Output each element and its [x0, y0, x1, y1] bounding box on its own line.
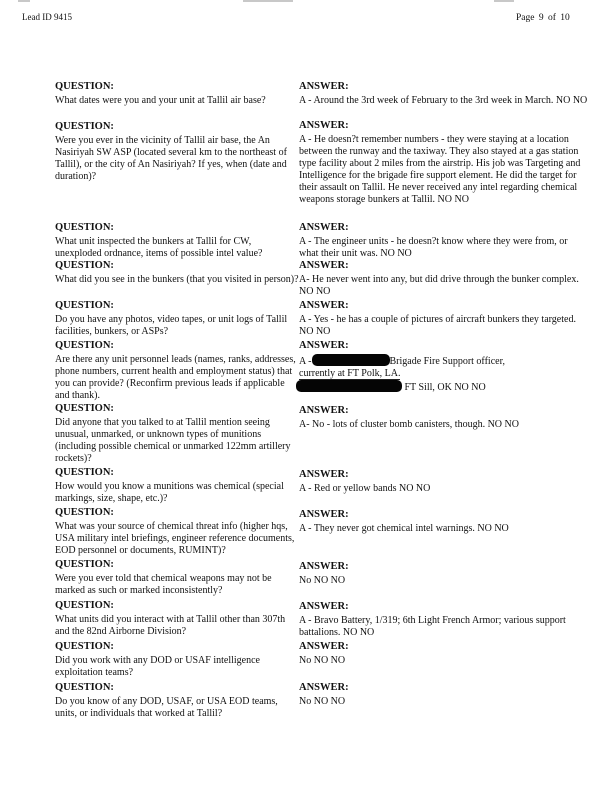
answer-block: [299, 560, 589, 587]
question-label: QUESTION:: [55, 222, 114, 233]
question-block: [55, 339, 300, 402]
question-text: Were you ever told that chemical weapons may not be marked as such or marked inconsistently?: [55, 573, 272, 596]
question-text: What units did you interact with at Tallil other than 307th and the 82nd Airborne Division?: [55, 614, 286, 637]
question-block: [55, 120, 300, 183]
question-block: [55, 259, 300, 286]
answer-text: A - The engineer units - he doesn?t know where they were from, or what their unit was. NO NO: [299, 236, 568, 259]
answer-label: ANSWER:: [299, 682, 349, 693]
question-block: [55, 221, 300, 260]
question-block: [55, 80, 300, 107]
answer-label: ANSWER:: [299, 641, 349, 652]
question-label: QUESTION:: [55, 682, 114, 693]
answer-label: ANSWER:: [299, 561, 349, 572]
answer-block: [299, 640, 589, 667]
answer-text: No NO NO: [299, 696, 346, 707]
answer-label: ANSWER:: [299, 260, 349, 271]
question-block: [55, 506, 300, 557]
question-text: Did anyone that you talked to at Tallil mention seeing unusual, unmarked, or unknown types of munitions (including possible chemical or unmarked 122mm artillery rockets)?: [55, 417, 291, 464]
question-text: Do you know of any DOD, USAF, or USA EOD teams, units, or individuals that worked at Tallil?: [55, 696, 278, 719]
answer-label: ANSWER:: [299, 469, 349, 480]
answer-block: [299, 600, 589, 639]
answer-text-line: [299, 380, 589, 394]
question-block: [55, 558, 300, 597]
question-label: QUESTION:: [55, 121, 114, 132]
question-label: QUESTION:: [55, 467, 114, 478]
question-text: What dates were you and your unit at Tallil air base?: [55, 95, 266, 106]
question-label: QUESTION:: [55, 507, 114, 518]
question-block: [55, 640, 300, 679]
scan-artifact: [18, 0, 30, 2]
question-label: QUESTION:: [55, 559, 114, 570]
answer-block: [299, 508, 589, 535]
answer-label: ANSWER:: [299, 601, 349, 612]
answer-text: A - Bravo Battery, 1/319; 6th Light French Armor; various support battalions. NO NO: [299, 615, 566, 638]
redaction-block: [312, 354, 390, 366]
scan-artifact: [243, 0, 293, 2]
page-number: Page 9 of 10: [516, 13, 570, 23]
answer-block: [299, 221, 589, 260]
question-label: QUESTION:: [55, 340, 114, 351]
answer-text-line: [299, 368, 589, 380]
answer-block: [299, 404, 589, 431]
question-block: [55, 599, 300, 638]
answer-text: Brigade Fire Support officer,: [389, 356, 505, 367]
answer-block: [299, 119, 589, 206]
question-text: How would you know a munitions was chemical (special markings, size, shape, etc.)?: [55, 481, 284, 504]
answer-block: [299, 299, 589, 338]
answer-text: No NO NO: [299, 575, 346, 586]
answer-text-line: [299, 354, 589, 368]
answer-text: currently at FT Polk, LA.: [299, 368, 401, 379]
redaction-block: [296, 380, 402, 392]
answer-label: ANSWER:: [299, 300, 349, 311]
lead-id: Lead ID 9415: [22, 12, 72, 22]
question-block: [55, 402, 300, 465]
answer-label: ANSWER:: [299, 405, 349, 416]
answer-label: ANSWER:: [299, 81, 349, 92]
answer-text: A - Around the 3rd week of February to the 3rd week in March. NO NO: [299, 95, 588, 106]
answer-text: A - They never got chemical intel warnings. NO NO: [299, 523, 509, 534]
answer-prefix: A -: [299, 356, 312, 367]
question-block: [55, 466, 300, 505]
answer-text: A- He never went into any, but did drive through the bunker complex. NO NO: [299, 274, 579, 297]
answer-label: ANSWER:: [299, 120, 349, 131]
question-block: [55, 681, 300, 720]
answer-block: [299, 259, 589, 298]
answer-label: ANSWER:: [299, 222, 349, 233]
question-text: What unit inspected the bunkers at Tallil for CW, unexploded ordnance, items of possible intel value?: [55, 236, 263, 259]
question-text: What was your source of chemical threat info (higher hqs, USA military intel briefings, engineer reference documents, EOD personnel or documents, RUMINT)?: [55, 521, 295, 556]
question-text: Were you ever in the vicinity of Tallil air base, the An Nasiriyah SW ASP (located several km to the northeast of Tallil), or the city of An Nasiriyah? If yes, when (date and duration)?: [55, 135, 287, 182]
answer-block: [299, 468, 589, 495]
question-text: What did you see in the bunkers (that you visited in person)?: [55, 274, 299, 285]
answer-label: ANSWER:: [299, 509, 349, 520]
answer-text: A - Red or yellow bands NO NO: [299, 483, 431, 494]
answer-block: [299, 681, 589, 708]
answer-label: ANSWER:: [299, 340, 349, 351]
answer-text: No NO NO: [299, 655, 346, 666]
question-text: Are there any unit personnel leads (names, ranks, addresses, phone numbers, current health and employment status) that you can provide? (Reconfirm previous leads if applicable and thank).: [55, 354, 296, 401]
answer-block: [299, 339, 589, 394]
question-label: QUESTION:: [55, 260, 114, 271]
question-text: Do you have any photos, video tapes, or unit logs of Tallil facilities, bunkers, or ASPs?: [55, 314, 288, 337]
question-label: QUESTION:: [55, 300, 114, 311]
question-label: QUESTION:: [55, 641, 114, 652]
answer-text: A - He doesn?t remember numbers - they were staying at a location between the runway and the taxiway. They also stayed at a gas station type facility about 2 miles from the airstrip. His job was Targeting and Intelligence for the brigade fire support element. He did the target for their assault on Tallil. He never received any intel regarding chemical weapons storage bunkers at Tallil. NO NO: [299, 134, 581, 205]
answer-text: A - Yes - he has a couple of pictures of aircraft bunkers they targeted. NO NO: [299, 314, 576, 337]
answer-text: FT Sill, OK NO NO: [404, 382, 486, 393]
question-text: Did you work with any DOD or USAF intelligence exploitation teams?: [55, 655, 260, 678]
answer-block: [299, 80, 589, 107]
question-label: QUESTION:: [55, 81, 114, 92]
scan-artifact: [494, 0, 514, 2]
question-block: [55, 299, 300, 338]
answer-text: A- No - lots of cluster bomb canisters, though. NO NO: [299, 419, 519, 430]
question-label: QUESTION:: [55, 403, 114, 414]
question-label: QUESTION:: [55, 600, 114, 611]
